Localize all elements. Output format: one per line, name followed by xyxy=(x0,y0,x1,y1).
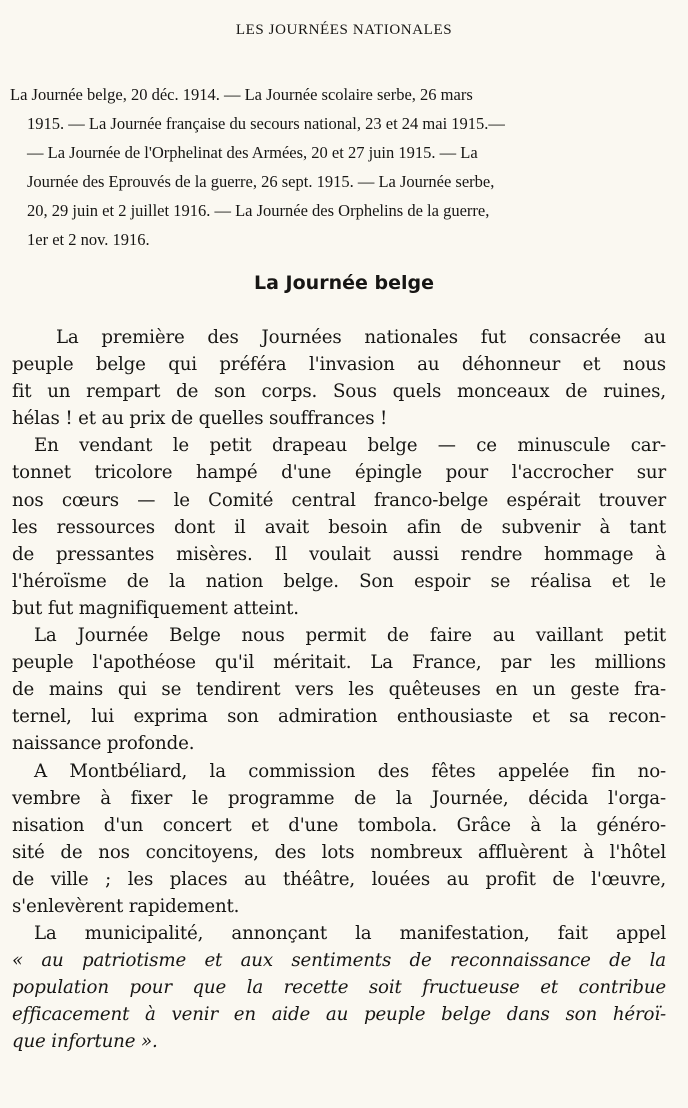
body-line: de ville ; les places au théâtre, louées au profit de l'œuvre, xyxy=(12,868,666,890)
body-line: de pressantes misères. Il voulait aussi rendre hommage à xyxy=(12,543,666,565)
body-line: peuple belge qui préféra l'invasion au déhonneur et nous xyxy=(12,354,666,376)
body-line-quote: que infortune ». xyxy=(12,1031,158,1053)
body-line-quote: population pour que la recette soit fructueuse et contribue xyxy=(12,977,666,999)
summary-line: 20, 29 juin et 2 juillet 1916. — La Journée des Orphelins de la guerre, xyxy=(27,201,490,220)
body-line-quote: efficacement à venir en aide au peuple belge dans son héroï- xyxy=(12,1004,666,1026)
summary-line: 1915. — La Journée française du secours national, 23 et 24 mai 1915.— xyxy=(27,114,505,133)
body-line: vembre à fixer le programme de la Journée, décida l'orga- xyxy=(12,787,666,809)
body-line: s'enlevèrent rapidement. xyxy=(12,895,240,917)
body-line: tonnet tricolore hampé d'une épingle pour l'accrocher sur xyxy=(12,462,666,484)
body-text xyxy=(12,324,666,1056)
body-line: les ressources dont il avait besoin afin de subvenir à tant xyxy=(12,516,666,538)
summary-line: Journée des Eprouvés de la guerre, 26 sept. 1915. — La Journée serbe, xyxy=(27,172,495,191)
body-line-quote: « au patriotisme et aux sentiments de reconnaissance de la xyxy=(12,950,666,972)
body-line: hélas ! et au prix de quelles souffrances ! xyxy=(12,408,388,430)
summary-line: 1er et 2 nov. 1916. xyxy=(27,230,150,249)
body-line: La première des Journées nationales fut consacrée au xyxy=(56,327,666,348)
section-title: La Journée belge xyxy=(254,272,434,294)
running-head: LES JOURNÉES NATIONALES xyxy=(235,22,453,38)
body-line: l'héroïsme de la nation belge. Son espoir se réalisa et le xyxy=(12,570,666,592)
body-line: peuple l'apothéose qu'il méritait. La France, par les millions xyxy=(12,652,666,674)
body-line: La municipalité, annonçant la manifestation, fait appel xyxy=(34,923,666,945)
body-line: fit un rempart de son corps. Sous quels monceaux de ruines, xyxy=(12,381,666,403)
summary-line: — La Journée de l'Orphelinat des Armées, 20 et 27 juin 1915. — La xyxy=(27,143,478,162)
body-line: but fut magnifiquement atteint. xyxy=(12,597,299,619)
body-line: sité de nos concitoyens, des lots nombreux affluèrent à l'hôtel xyxy=(12,841,666,863)
body-line: nisation d'un concert et d'une tombola. Grâce à la généro- xyxy=(12,814,666,836)
body-line: La Journée Belge nous permit de faire au vaillant petit xyxy=(34,625,666,647)
body-line: En vendant le petit drapeau belge — ce minuscule car- xyxy=(34,435,666,457)
body-line: nos cœurs — le Comité central franco-belge espérait trouver xyxy=(12,489,666,511)
body-line: naissance profonde. xyxy=(12,733,195,755)
body-line: de mains qui se tendirent vers les quêteuses en un geste fra- xyxy=(12,679,666,701)
body-line: ternel, lui exprima son admiration enthousiaste et sa recon- xyxy=(12,706,666,728)
summary-line: La Journée belge, 20 déc. 1914. — La Journée scolaire serbe, 26 mars xyxy=(10,85,473,104)
chapter-summary xyxy=(10,80,666,254)
body-line: A Montbéliard, la commission des fêtes appelée fin no- xyxy=(34,760,666,782)
